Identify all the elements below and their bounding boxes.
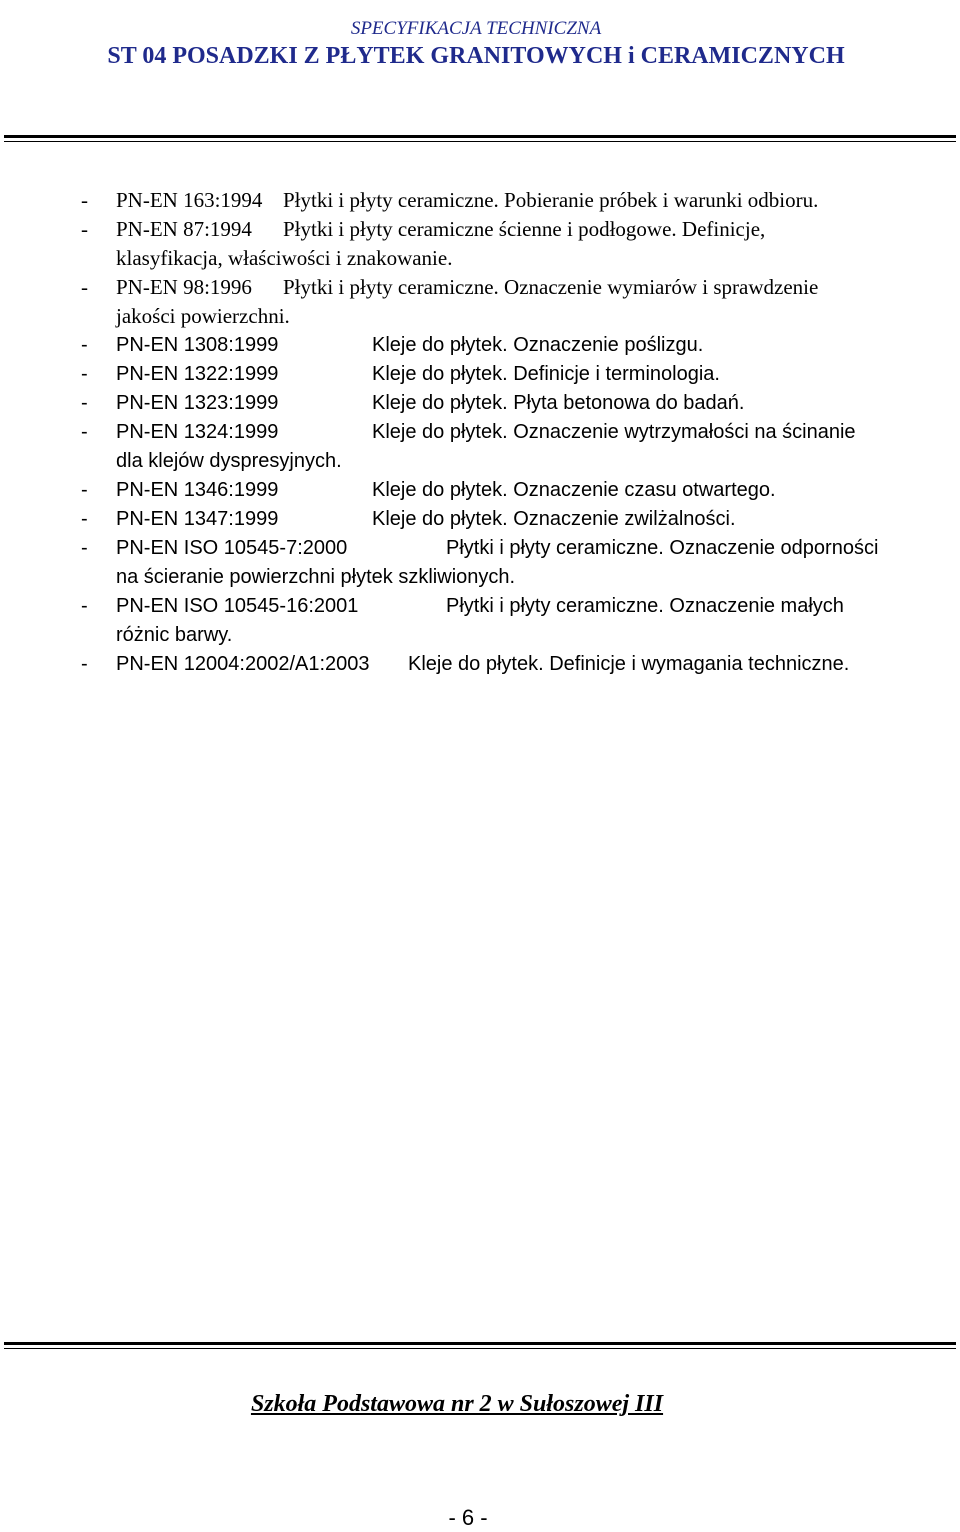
standard-description-continued: dla klejów dyspresyjnych. bbox=[116, 450, 342, 472]
standard-code: PN-EN 1322:1999 bbox=[116, 363, 279, 385]
standard-description: Kleje do płytek. Oznaczenie czasu otwartego. bbox=[372, 479, 776, 501]
standard-description: Płytki i płyty ceramiczne ścienne i podłogowe. Definicje, bbox=[283, 217, 766, 241]
list-item bbox=[0, 505, 960, 534]
standard-description: Kleje do płytek. Oznaczenie wytrzymałości na ścinanie bbox=[372, 421, 856, 443]
standard-description-continued: klasyfikacja, właściwości i znakowanie. bbox=[116, 246, 453, 270]
list-dash: - bbox=[81, 334, 88, 356]
standard-description-continued: różnic barwy. bbox=[116, 624, 233, 646]
standard-code: PN-EN 1308:1999 bbox=[116, 334, 279, 356]
standard-description: Płytki i płyty ceramiczne. Oznaczenie wymiarów i sprawdzenie bbox=[283, 275, 819, 299]
standard-description: Płytki i płyty ceramiczne. Pobieranie próbek i warunki odbioru. bbox=[283, 188, 819, 212]
standard-description: Płytki i płyty ceramiczne. Oznaczenie małych bbox=[446, 595, 844, 617]
list-dash: - bbox=[81, 275, 88, 299]
list-item bbox=[0, 331, 960, 360]
standard-code: PN-EN 12004:2002/A1:2003 bbox=[116, 653, 370, 675]
standard-code: PN-EN 1324:1999 bbox=[116, 421, 279, 443]
list-item bbox=[0, 476, 960, 505]
list-dash: - bbox=[81, 479, 88, 501]
standard-code: PN-EN ISO 10545-7:2000 bbox=[116, 537, 348, 559]
list-item bbox=[0, 418, 960, 447]
standard-description: Kleje do płytek. Oznaczenie poślizgu. bbox=[372, 334, 704, 356]
list-item bbox=[0, 273, 960, 302]
standards-list bbox=[0, 186, 960, 679]
list-item bbox=[0, 215, 960, 244]
standard-code: PN-EN 98:1996 bbox=[116, 275, 252, 299]
list-dash: - bbox=[81, 508, 88, 530]
list-item bbox=[0, 650, 960, 679]
standard-code: PN-EN 87:1994 bbox=[116, 217, 252, 241]
standard-code: PN-EN 1346:1999 bbox=[116, 479, 279, 501]
footer-rule-thick bbox=[4, 1342, 956, 1345]
standard-description: Kleje do płytek. Definicje i wymagania techniczne. bbox=[408, 653, 850, 675]
list-item bbox=[0, 592, 960, 621]
standard-code: PN-EN 163:1994 bbox=[116, 188, 263, 212]
list-dash: - bbox=[81, 595, 88, 617]
header-rule-thick bbox=[4, 135, 956, 138]
list-dash: - bbox=[81, 653, 88, 675]
list-item bbox=[0, 389, 960, 418]
list-item bbox=[0, 534, 960, 563]
header-title: ST 04 POSADZKI Z PŁYTEK GRANITOWYCH i CERAMICZNYCH bbox=[107, 43, 845, 69]
list-dash: - bbox=[81, 421, 88, 443]
list-item bbox=[0, 360, 960, 389]
list-dash: - bbox=[81, 217, 88, 241]
list-dash: - bbox=[81, 392, 88, 414]
standard-description: Kleje do płytek. Oznaczenie zwilżalności. bbox=[372, 508, 736, 530]
list-dash: - bbox=[81, 188, 88, 212]
standard-description-continued: na ścieranie powierzchni płytek szkliwionych. bbox=[116, 566, 516, 588]
header-rule-thin bbox=[4, 141, 956, 142]
standard-code: PN-EN 1347:1999 bbox=[116, 508, 279, 530]
list-item bbox=[0, 186, 960, 215]
standard-description: Kleje do płytek. Definicje i terminologia. bbox=[372, 363, 720, 385]
page-number: - 6 - bbox=[448, 1505, 488, 1530]
standard-description: Płytki i płyty ceramiczne. Oznaczenie odporności bbox=[446, 537, 879, 559]
standard-description-continued: jakości powierzchni. bbox=[116, 304, 290, 328]
standard-description: Kleje do płytek. Płyta betonowa do badań. bbox=[372, 392, 745, 414]
standard-code: PN-EN ISO 10545-16:2001 bbox=[116, 595, 359, 617]
list-dash: - bbox=[81, 537, 88, 559]
footer-rule-thin bbox=[4, 1348, 956, 1349]
header-subtitle: SPECYFIKACJA TECHNICZNA bbox=[350, 18, 602, 39]
footer-school-name: Szkoła Podstawowa nr 2 w Sułoszowej III bbox=[250, 1391, 664, 1417]
list-dash: - bbox=[81, 363, 88, 385]
standard-code: PN-EN 1323:1999 bbox=[116, 392, 279, 414]
